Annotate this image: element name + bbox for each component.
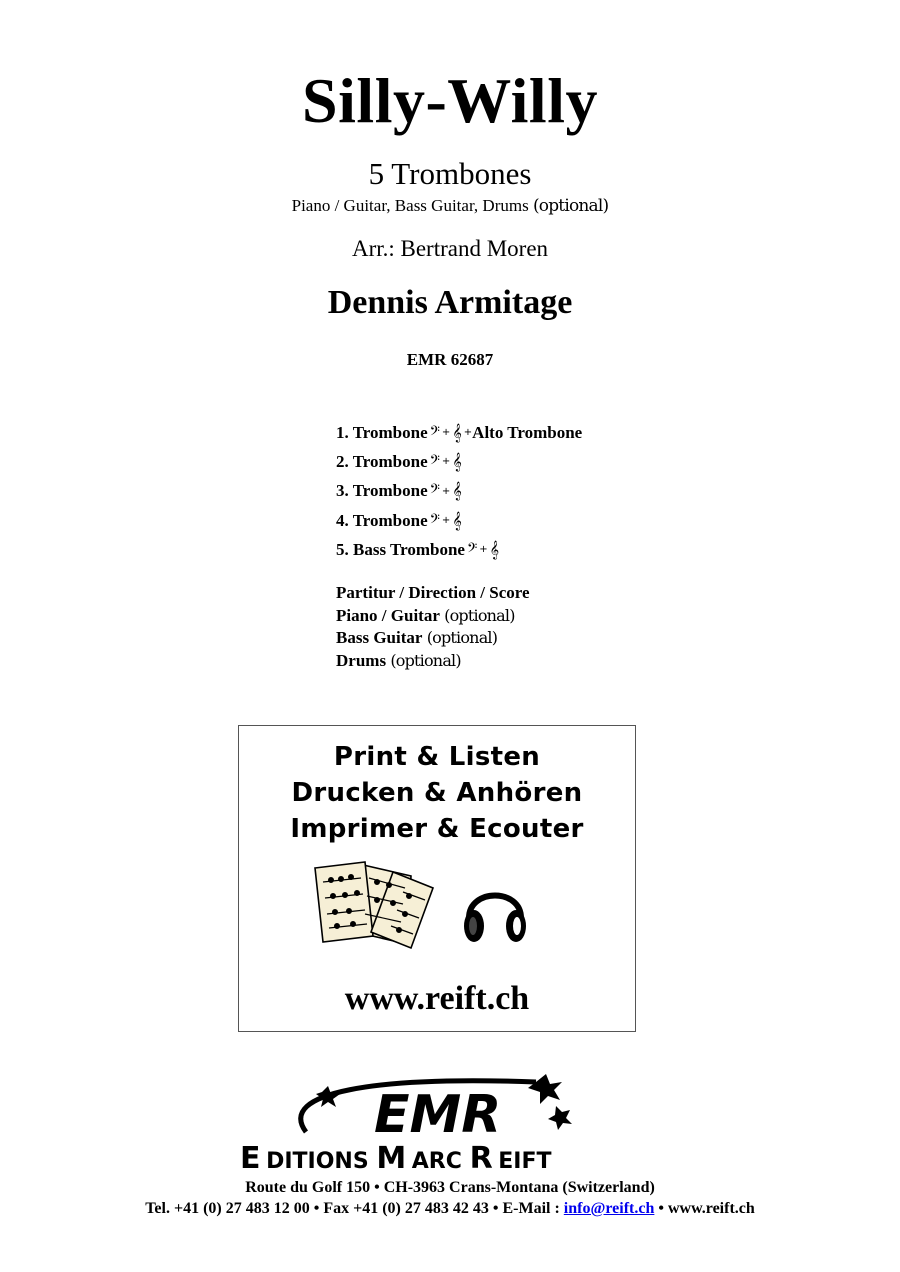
optional-parts-line [0, 196, 900, 216]
logo-emr-text: EMR [374, 1085, 502, 1145]
part-item [336, 535, 582, 564]
extras-item [336, 627, 530, 650]
logo-letter: R [469, 1141, 493, 1172]
plus-sign: + [441, 456, 451, 468]
part-label: 4. Trombone [336, 510, 428, 530]
logo-letter: E [240, 1141, 261, 1172]
optional-label: (optional) [532, 196, 609, 216]
logo-editions-text [240, 1141, 552, 1172]
clef-group [430, 511, 462, 531]
bass-clef-icon: 𝄢 [429, 451, 440, 471]
logo-word: DITIONS [266, 1149, 377, 1172]
contact-website: • www.reift.ch [654, 1200, 755, 1217]
headphones-icon [459, 876, 531, 948]
extras-item [336, 582, 530, 605]
parts-list [336, 418, 582, 564]
treble-clef-icon: 𝄞 [452, 422, 462, 442]
extras-note: (optional) [390, 651, 461, 671]
contact-phone-fax: Tel. +41 (0) 27 483 12 00 • Fax +41 (0) 27 483 42 43 • E-Mail : [145, 1200, 564, 1217]
extras-item [336, 650, 530, 673]
emr-logo [236, 1072, 676, 1172]
part-label: 2. Trombone [336, 451, 428, 471]
bass-clef-icon: 𝄢 [466, 539, 478, 559]
treble-clef-icon: 𝄞 [452, 510, 462, 530]
clef-group [467, 540, 499, 560]
part-suffix: Alto Trombone [472, 422, 583, 442]
extras-list [336, 582, 530, 673]
bass-clef-icon: 𝄢 [429, 422, 440, 442]
clef-group [430, 481, 462, 501]
extras-label: Drums [336, 651, 387, 671]
composer: Dennis Armitage [327, 284, 573, 321]
logo-word: ARC [411, 1149, 470, 1172]
print-listen-box [238, 725, 636, 1032]
extras-note: (optional) [444, 605, 515, 625]
part-item [336, 477, 582, 506]
treble-clef-icon: 𝄞 [452, 451, 462, 471]
part-item [336, 418, 582, 447]
plus-sign: + [463, 427, 473, 439]
email-link[interactable]: info@reift.ch [563, 1200, 655, 1217]
extras-note: (optional) [426, 628, 498, 648]
treble-clef-icon: 𝄞 [452, 481, 462, 501]
arranger: Arr.: Bertrand Moren [351, 236, 549, 261]
extras-label: Partitur / Direction / Score [336, 583, 530, 602]
logo-letter: M [376, 1141, 407, 1172]
plus-sign: + [441, 427, 451, 439]
promo-line: Drucken & Anhören [291, 778, 583, 808]
clef-group [430, 423, 473, 443]
piece-title: Silly-Willy [302, 65, 598, 136]
promo-line: Imprimer & Ecouter [290, 814, 584, 844]
publisher-contact [0, 1200, 900, 1218]
part-item [336, 447, 582, 476]
sheet-music-icon [311, 858, 439, 954]
part-item [336, 506, 582, 535]
promo-line: Print & Listen [333, 742, 541, 772]
bass-clef-icon: 𝄢 [429, 510, 440, 530]
treble-clef-icon: 𝄞 [489, 539, 500, 559]
extras-label: Piano / Guitar [336, 605, 440, 625]
publisher-address: Route du Golf 150 • CH-3963 Crans-Montana (Switzerland) [245, 1179, 655, 1196]
logo-word: EIFT [498, 1149, 552, 1172]
plus-sign: + [441, 515, 451, 527]
instrumentation: 5 Trombones [368, 156, 532, 191]
part-label: 3. Trombone [336, 481, 428, 501]
bass-clef-icon: 𝄢 [429, 481, 440, 501]
promo-url[interactable]: www.reift.ch [344, 980, 530, 1017]
part-label: 5. Bass Trombone [336, 539, 465, 559]
part-label: 1. Trombone [336, 422, 428, 442]
extras-item [336, 605, 530, 628]
plus-sign: + [441, 485, 451, 497]
extras-label: Bass Guitar [336, 628, 423, 648]
catalog-number: EMR 62687 [406, 350, 494, 369]
clef-group [430, 452, 462, 472]
plus-sign: + [479, 544, 488, 556]
optional-parts: Piano / Guitar, Bass Guitar, Drums [291, 196, 529, 215]
